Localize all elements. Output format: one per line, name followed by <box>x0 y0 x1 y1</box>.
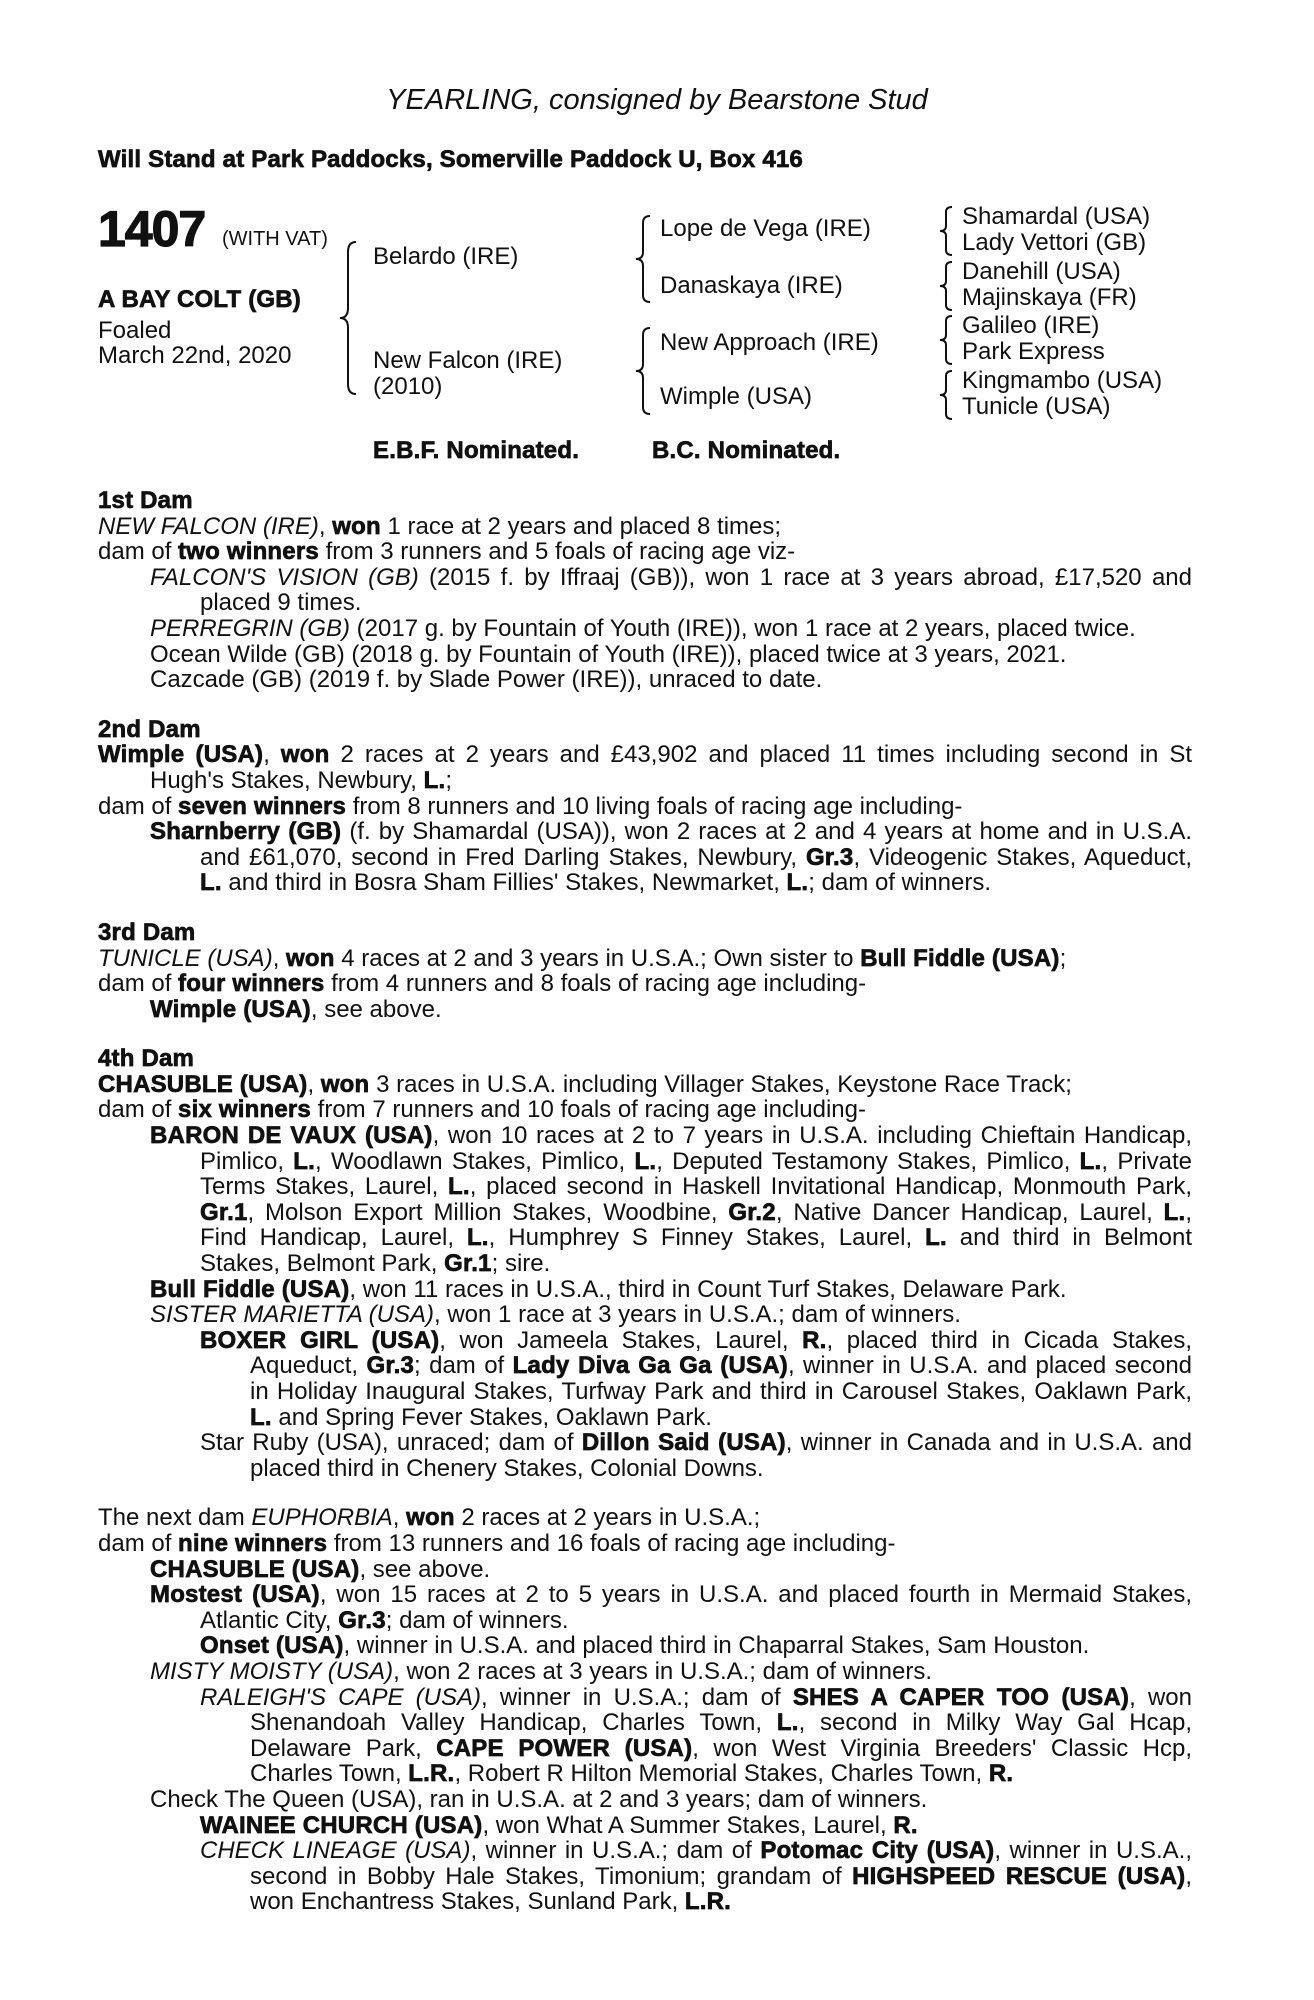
section-gap <box>98 896 1192 920</box>
bold-text: L.R. <box>684 1888 732 1916</box>
lot-description: A BAY COLT (GB) <box>98 286 302 313</box>
bold-text: SHES A CAPER TOO (USA) <box>792 1683 1130 1711</box>
dam-section <box>98 1505 1192 1915</box>
pedigree-entry <box>98 642 1192 668</box>
brace-gen3-2-icon <box>938 260 956 312</box>
brace-gen1-icon <box>338 240 362 396</box>
text-run: , placed third in Cicada Stakes, Aqueduct, <box>250 1326 1193 1380</box>
text-run: , Robert R Hilton Memorial Stakes, Charles Town, <box>454 1760 989 1788</box>
bold-text: CHASUBLE (USA) <box>150 1555 360 1583</box>
pedigree-entry <box>98 1123 1192 1277</box>
bold-text: Onset (USA) <box>200 1632 344 1660</box>
bold-text: nine winners <box>178 1529 328 1557</box>
bold-text: Wimple (USA) <box>150 995 311 1023</box>
text-run: , <box>263 741 281 769</box>
dam-dam-name: Wimple (USA) <box>660 383 813 410</box>
text-run: (2017 g. by Fountain of Youth (IRE)), won 1 race at 2 years, placed twice. <box>350 614 1136 642</box>
text-run: , won West Virginia Breeders' Classic Hcp, Charles Town, <box>250 1734 1192 1788</box>
text-run: , placed second in Haskell Invitational Handicap, Monmouth Park, <box>469 1173 1192 1201</box>
text-run: ; <box>445 766 452 794</box>
pedigree-entry <box>98 1838 1192 1915</box>
bold-text: Wimple (USA) <box>98 741 264 769</box>
text-run: from 3 runners and 5 foals of racing age viz- <box>318 538 796 566</box>
brace-dam-icon <box>634 326 654 416</box>
text-run: , won 15 races at 2 to 5 years in U.S.A. and placed fourth in Mermaid Stakes, Atlantic City, <box>200 1581 1192 1634</box>
dam-name: New Falcon (IRE) <box>373 347 563 374</box>
text-run: , winner in U.S.A. and placed second in Holiday Inaugural Stakes, Turfway Park and third in Carousel Stakes, Oaklawn Park, <box>250 1352 1193 1405</box>
text-run: , see above. <box>359 1555 491 1583</box>
pedigree-entry <box>98 1557 1192 1583</box>
section-gap <box>98 693 1192 717</box>
bold-text: seven winners <box>178 792 347 820</box>
pedigree-entry <box>98 1505 1192 1531</box>
foaled-date: March 22nd, 2020 <box>98 342 292 369</box>
pedigree-entry <box>98 1813 1192 1839</box>
brace-gen3-4-icon <box>938 369 956 421</box>
text-run: , see above. <box>310 995 442 1023</box>
bold-text: Gr.1 <box>200 1198 248 1226</box>
bold-text: L. <box>1079 1147 1102 1175</box>
text-run: , Private Terms Stakes, Laurel, <box>200 1147 1193 1201</box>
text-run: , won 2 races at 3 years in U.S.A.; dam of winners. <box>393 1657 933 1685</box>
bold-text: R. <box>802 1326 827 1354</box>
bold-text: BOXER GIRL (USA) <box>200 1326 440 1354</box>
bold-text: Dillon Said (USA) <box>581 1429 786 1457</box>
bold-text: won <box>332 512 381 540</box>
text-run: , won Jameela Stakes, Laurel, <box>439 1326 803 1354</box>
stabling-location: Will Stand at Park Paddocks, Somerville Paddock U, Box 416 <box>98 146 803 173</box>
bold-text: six winners <box>178 1096 311 1124</box>
italic-text: RALEIGH'S CAPE (USA) <box>200 1683 481 1711</box>
text-run: and Spring Fever Stakes, Oaklawn Park. <box>271 1403 712 1431</box>
gen3-ancestor: Majinskaya (FR) <box>962 284 1137 311</box>
pedigree-entry <box>98 971 1192 997</box>
text-run: dam of <box>98 792 179 820</box>
text-run: Check The Queen (USA), ran in U.S.A. at 2 and 3 years; dam of winners. <box>150 1785 928 1813</box>
text-run: dam of <box>98 970 179 998</box>
bold-text: HIGHSPEED RESCUE (USA) <box>852 1862 1186 1890</box>
text-run: , won Shenandoah Valley Handicap, Charles Town, <box>250 1683 1192 1737</box>
bold-text: L.R. <box>408 1760 455 1788</box>
bold-text: R. <box>893 1811 918 1839</box>
brace-gen3-3-icon <box>938 314 956 366</box>
gen3-ancestor: Shamardal (USA) <box>962 203 1151 230</box>
pedigree-entry <box>98 1531 1192 1557</box>
bold-text: Sharnberry (GB) <box>150 818 342 846</box>
section-heading: 2nd Dam <box>98 715 201 743</box>
bold-text: L. <box>786 869 809 897</box>
italic-text: NEW FALCON (IRE) <box>98 512 319 540</box>
text-run: 2 races at 2 years in U.S.A.; <box>454 1504 761 1532</box>
bold-text: won <box>280 741 330 769</box>
text-run: , winner in U.S.A.; dam of <box>481 1683 793 1711</box>
pedigree-entry <box>98 1097 1192 1123</box>
bold-text: L. <box>250 1403 272 1431</box>
bold-text: won <box>406 1504 455 1532</box>
gen3-ancestor: Tunicle (USA) <box>962 393 1111 420</box>
sire-name: Belardo (IRE) <box>373 243 519 270</box>
brace-gen3-1-icon <box>938 205 956 257</box>
bold-text: Bull Fiddle (USA) <box>860 944 1060 972</box>
pedigree-entry <box>98 1659 1192 1685</box>
pedigree-entry <box>98 1328 1192 1430</box>
section-gap <box>98 1022 1192 1046</box>
bold-text: CAPE POWER (USA) <box>436 1734 693 1762</box>
bold-text: L. <box>1163 1198 1186 1226</box>
text-run: , won Enchantress Stakes, Sunland Park, <box>250 1862 1193 1916</box>
text-run: , won 11 races in U.S.A., third in Count Turf Stakes, Delaware Park. <box>349 1275 1067 1303</box>
italic-text: SISTER MARIETTA (USA) <box>150 1301 435 1329</box>
bold-text: Gr.3 <box>366 1352 415 1380</box>
gen3-ancestor: Danehill (USA) <box>962 258 1121 285</box>
text-run: , Molson Export Million Stakes, Woodbine, <box>247 1198 729 1226</box>
text-run: ; <box>1059 944 1067 972</box>
bold-text: L. <box>200 869 222 897</box>
bold-text: L. <box>466 1224 489 1252</box>
text-run: 3 races in U.S.A. including Villager Stakes, Keystone Race Track; <box>369 1070 1072 1098</box>
vat-note: (WITH VAT) <box>222 228 328 250</box>
gen3-ancestor: Galileo (IRE) <box>962 312 1100 339</box>
text-run: dam of <box>98 538 179 566</box>
italic-text: CHECK LINEAGE (USA) <box>200 1837 471 1865</box>
gen3-ancestor: Park Express <box>962 338 1105 365</box>
pedigree-entry <box>98 1685 1192 1787</box>
pedigree-entry <box>98 1430 1192 1481</box>
bold-text: CHASUBLE (USA) <box>98 1070 308 1098</box>
bold-text: Bull Fiddle (USA) <box>150 1275 350 1303</box>
bold-text: WAINEE CHURCH (USA) <box>200 1811 483 1839</box>
text-run: , won 1 race at 3 years in U.S.A.; dam of winners. <box>434 1301 961 1329</box>
section-heading: 1st Dam <box>98 487 193 514</box>
text-run: , <box>272 944 287 972</box>
section-heading: 3rd Dam <box>98 918 196 946</box>
section-gap <box>98 1481 1192 1505</box>
pedigree-entry <box>98 997 1192 1023</box>
text-run: , Deputed Testamony Stakes, Pimlico, <box>656 1147 1080 1175</box>
bold-text: Gr.3 <box>338 1606 386 1634</box>
dam-year: (2010) <box>373 373 443 400</box>
bold-text: L. <box>293 1147 316 1175</box>
text-run: 4 races at 2 and 3 years in U.S.A.; Own sister to <box>334 944 861 972</box>
text-run: , winner in U.S.A., second in Bobby Hale Stakes, Timonium; grandam of <box>250 1837 1192 1890</box>
text-run: and third in Belmont Stakes, Belmont Park, <box>200 1224 1192 1278</box>
bold-text: Gr.3 <box>805 843 854 871</box>
bold-text: R. <box>988 1760 1014 1788</box>
bold-text: BARON DE VAUX (USA) <box>150 1122 433 1150</box>
pedigree-entry <box>98 565 1192 616</box>
text-run: from 13 runners and 16 foals of racing age including- <box>327 1529 896 1557</box>
italic-text: FALCON'S VISION (GB) <box>150 563 419 591</box>
pedigree-entry <box>98 946 1192 972</box>
text-run: , Videogenic Stakes, Aqueduct, <box>853 843 1192 871</box>
text-run: , won 10 races at 2 to 7 years in U.S.A. including Chieftain Handicap, Pimlico, <box>200 1122 1193 1175</box>
text-run: dam of <box>98 1096 179 1124</box>
produce-record <box>98 488 1192 1915</box>
text-run: dam of <box>98 1529 179 1557</box>
text-run: , Humphrey S Finney Stakes, Laurel, <box>488 1224 926 1252</box>
dam-section <box>98 1046 1192 1481</box>
lot-number: 1407 <box>98 201 206 257</box>
bold-text: won <box>320 1070 370 1098</box>
pedigree-entry <box>98 1633 1192 1659</box>
text-run: , <box>392 1504 407 1532</box>
text-run: , <box>318 512 333 540</box>
text-run: (2015 f. by Iffraaj (GB)), won 1 race at 3 years abroad, £17,520 and placed 9 times. <box>200 563 1192 617</box>
bold-text: won <box>286 944 335 972</box>
text-run: Cazcade (GB) (2019 f. by Slade Power (IRE)), unraced to date. <box>150 666 823 694</box>
italic-text: PERREGRIN (GB) <box>150 614 351 642</box>
bc-nomination: B.C. Nominated. <box>652 437 841 464</box>
text-run: Star Ruby (USA), unraced; dam of <box>200 1429 582 1457</box>
bold-text: two winners <box>178 538 319 566</box>
text-run: ; dam of winners. <box>808 869 992 897</box>
bold-text: Mostest (USA) <box>150 1581 320 1609</box>
bold-text: L. <box>776 1709 799 1737</box>
text-run: , Woodlawn Stakes, Pimlico, <box>315 1147 635 1175</box>
text-run: , second in Milky Way Gal Hcap, Delaware Park, <box>250 1709 1192 1762</box>
text-run: , won What A Summer Stakes, Laurel, <box>482 1811 894 1839</box>
text-run: ; dam of winners. <box>385 1606 569 1634</box>
bold-text: Gr.2 <box>728 1198 776 1226</box>
dam-sire-name: New Approach (IRE) <box>660 329 879 356</box>
section-heading: 4th Dam <box>98 1045 195 1073</box>
italic-text: MISTY MOISTY (USA) <box>150 1657 394 1685</box>
consignor-heading: YEARLING, consigned by Bearstone Stud <box>386 84 928 116</box>
ebf-nomination: E.B.F. Nominated. <box>373 437 580 464</box>
pedigree-entry <box>98 616 1192 642</box>
sire-dam-name: Danaskaya (IRE) <box>660 272 843 299</box>
text-run: , winner in Canada and in U.S.A. and placed third in Chenery Stakes, Colonial Downs. <box>250 1429 1192 1482</box>
brace-sire-icon <box>634 214 654 304</box>
text-run: 1 race at 2 years and placed 8 times; <box>380 512 782 540</box>
bold-text: L. <box>423 766 446 794</box>
pedigree-entry <box>98 1787 1192 1813</box>
italic-text: EUPHORBIA <box>251 1504 393 1532</box>
text-run: , Native Dancer Handicap, Laurel, <box>775 1198 1164 1226</box>
sire-sire-name: Lope de Vega (IRE) <box>660 215 871 242</box>
dam-section <box>98 488 1192 693</box>
text-run: (f. by Shamardal (USA)), won 2 races at 2 and 4 years at home and in U.S.A. and £61,070, second in Fred Darling Stakes, Newbury, <box>200 818 1193 871</box>
bold-text: L. <box>634 1147 657 1175</box>
bold-text: L. <box>925 1224 947 1252</box>
pedigree-entry <box>98 1277 1192 1303</box>
pedigree-entry <box>98 819 1192 896</box>
text-run: 2 races at 2 years and £43,902 and placed 11 times including second in St Hugh's Stakes, Newbury, <box>150 741 1193 794</box>
dam-section <box>98 920 1192 1022</box>
pedigree-entry <box>98 742 1192 793</box>
text-run: , winner in U.S.A. and placed third in Chaparral Stakes, Sam Houston. <box>343 1632 1090 1660</box>
pedigree-entry <box>98 1582 1192 1633</box>
text-run: from 4 runners and 8 foals of racing age including- <box>324 970 867 998</box>
pedigree-entry <box>98 1072 1192 1098</box>
text-run: The next dam <box>98 1504 252 1532</box>
gen3-ancestor: Lady Vettori (GB) <box>962 229 1147 256</box>
bold-text: Gr.1 <box>444 1250 492 1278</box>
text-run: , winner in U.S.A.; dam of <box>470 1837 761 1865</box>
pedigree-entry <box>98 1302 1192 1328</box>
pedigree-entry <box>98 794 1192 820</box>
dam-section <box>98 717 1192 896</box>
bold-text: Potomac City (USA) <box>760 1837 995 1865</box>
bold-text: L. <box>447 1173 470 1201</box>
pedigree-entry <box>98 539 1192 565</box>
pedigree-entry <box>98 667 1192 693</box>
foaled-label: Foaled <box>98 317 172 344</box>
bold-text: Lady Diva Ga Ga (USA) <box>512 1352 788 1380</box>
pedigree-entry <box>98 514 1192 540</box>
gen3-ancestor: Kingmambo (USA) <box>962 367 1163 394</box>
text-run: and third in Bosra Sham Fillies' Stakes, Newmarket, <box>221 869 787 897</box>
text-run: from 7 runners and 10 foals of racing age including- <box>310 1096 866 1124</box>
text-run: , <box>307 1070 321 1098</box>
text-run: from 8 runners and 10 living foals of racing age including- <box>346 792 963 820</box>
bold-text: four winners <box>178 970 325 998</box>
text-run: , Find Handicap, Laurel, <box>200 1198 1193 1252</box>
text-run: ; sire. <box>491 1250 551 1278</box>
text-run: Ocean Wilde (GB) (2018 g. by Fountain of Youth (IRE)), placed twice at 3 years, 2021. <box>150 640 1067 668</box>
text-run: ; dam of <box>414 1352 513 1380</box>
italic-text: TUNICLE (USA) <box>98 944 273 972</box>
